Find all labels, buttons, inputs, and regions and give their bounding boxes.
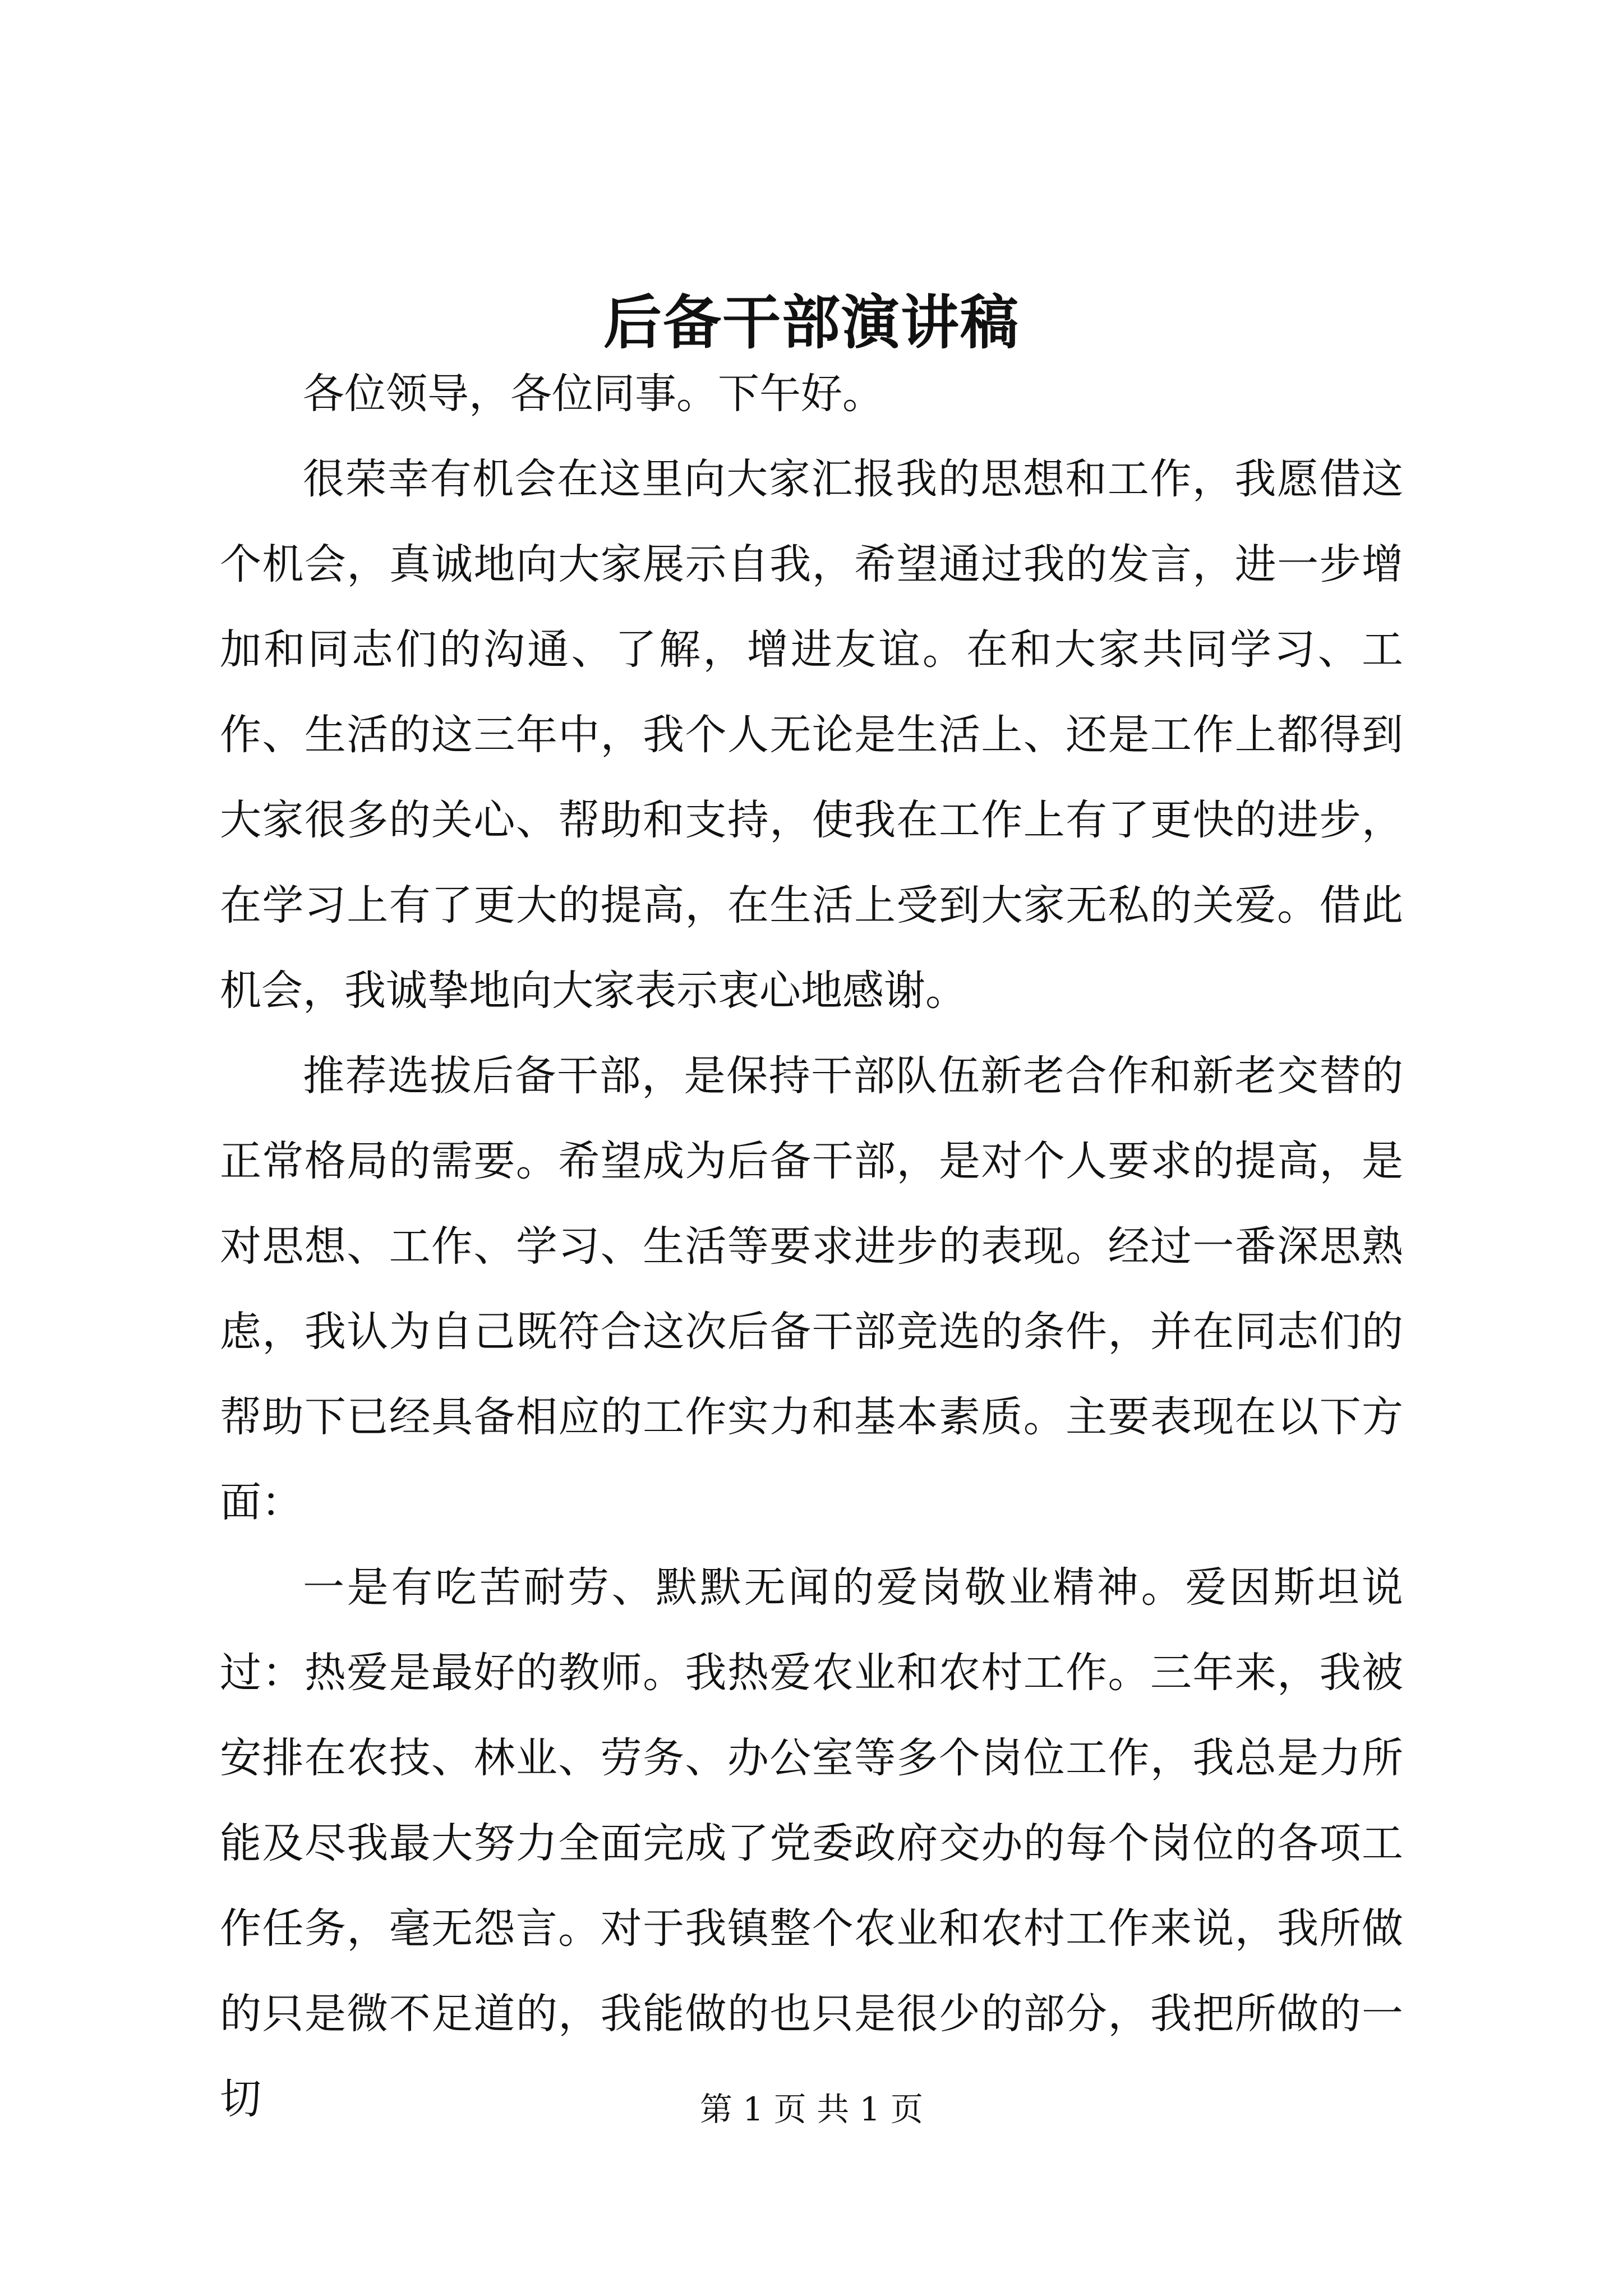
document-body xyxy=(220,351,1403,2142)
body-paragraph: 很荣幸有机会在这里向大家汇报我的思想和工作，我愿借这个机会，真诚地向大家展示自我，希望通过我的发言，进一步增加和同志们的沟通、了解，增进友谊。在和大家共同学习、工作、生活的这三年中，我个人无论是生活上、还是工作上都得到大家很多的关心、帮助和支持，使我在工作上有了更快的进步，在学习上有了更大的提高，在生活上受到大家无私的关爱。借此机会，我诚挚地向大家表示衷心地感谢。 xyxy=(220,455,1403,1015)
greeting-paragraph: 各位领导，各位同事。下午好。 xyxy=(303,370,884,418)
document-title: 后备干部演讲稿 xyxy=(603,288,1020,357)
page-footer: 第 1 页 共 1 页 xyxy=(700,2090,923,2128)
body-paragraph: 推荐选拔后备干部，是保持干部队伍新老合作和新老交替的正常格局的需要。希望成为后备干部，是对个人要求的提高，是对思想、工作、学习、生活等要求进步的表现。经过一番深思熟虑，我认为自己既符合这次后备干部竞选的条件，并在同志们的帮助下已经具备相应的工作实力和基本素质。主要表现在以下方面： xyxy=(220,1052,1403,1526)
body-paragraph: 一是有吃苦耐劳、默默无闻的爱岗敬业精神。爱因斯坦说过：热爱是最好的教师。我热爱农业和农村工作。三年来，我被安排在农技、林业、劳务、办公室等多个岗位工作，我总是力所能及尽我最大努力全面完成了党委政府交办的每个岗位的各项工作任务，毫无怨言。对于我镇整个农业和农村工作来说，我所做的只是微不足道的，我能做的也只是很少的部分，我把所做的一切 xyxy=(220,1563,1403,2123)
